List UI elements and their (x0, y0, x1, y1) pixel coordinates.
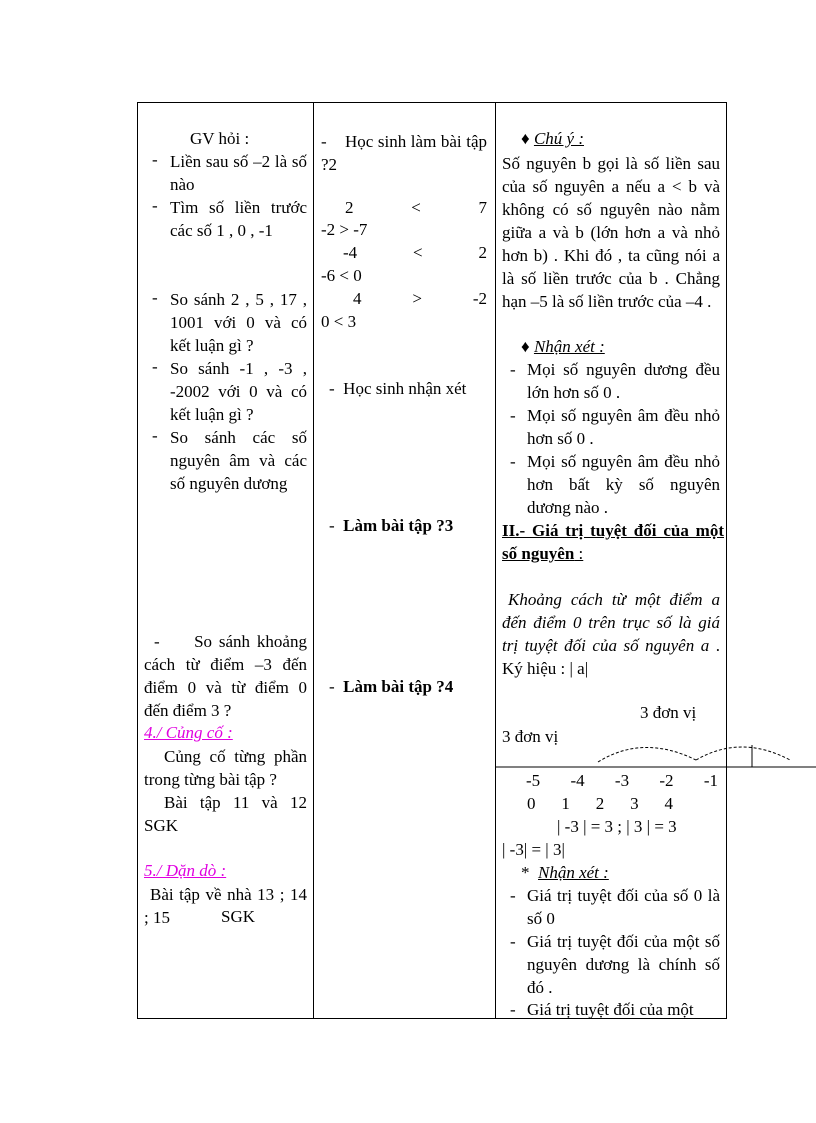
compare-row-2 (321, 242, 487, 264)
axis-label: -3 (614, 771, 630, 790)
column-divider (495, 102, 496, 1019)
compare-row-3 (321, 288, 487, 310)
nhan-xet-3: Mọi số nguyên âm đều nhỏ hơn bất kỳ số nguyên dương nào . (527, 452, 720, 517)
lam-bai-tap-4 (329, 676, 453, 698)
bullet-dash: - (510, 1000, 516, 1019)
chu-y-heading (521, 128, 584, 150)
axis-label: 4 (664, 794, 673, 813)
bt4-text: Làm bài tập ?4 (343, 677, 454, 696)
nhan-xet-2-heading (521, 862, 609, 884)
don-vi-label-1: 3 đơn vị (640, 703, 697, 722)
dan-do-text: Bài tập về nhà 13 ; 14 ; 15 (144, 885, 307, 927)
bullet-dash: - (329, 379, 344, 398)
compare-value: 7 (478, 198, 487, 217)
bullet-dash: - (154, 632, 195, 651)
compare-value: -4 (343, 243, 358, 262)
dan-do-heading: 5./ Dặn dò : (144, 861, 227, 880)
bai-tap-sgk: Bài tập 11 và 12 SGK (144, 793, 307, 835)
ky-hieu: . Ký hiệu : | a| (502, 636, 721, 678)
compare-sign: < (411, 198, 421, 217)
bt3-text: Làm bài tập ?3 (343, 516, 454, 535)
nhan-xet-1: Mọi số nguyên dương đều lớn hơn số 0 . (527, 360, 720, 402)
compare-row-2b: -6 < 0 (321, 266, 362, 285)
section-2-colon: : (574, 544, 584, 563)
question-4: So sánh -1 , -3 , -2002 với 0 và có kết luận gì ? (170, 359, 307, 424)
compare-value: 2 (478, 243, 487, 262)
compare-value: -2 (472, 289, 487, 308)
nhan-xet-4: Giá trị tuyệt đối của số 0 là số 0 (527, 886, 720, 928)
chu-y-label: Chú ý : (533, 129, 584, 148)
axis-negative-labels (526, 770, 718, 792)
compare-sign: > (412, 289, 422, 308)
question-6-text: So sánh khoảng cách từ điểm –3 đến điểm 0 và từ điểm 0 đến điểm 3 ? (144, 632, 307, 720)
definition-text (502, 588, 720, 680)
hs-nhan-xet-text: Học sinh nhận xét (343, 379, 467, 398)
axis-label: 0 (527, 794, 536, 813)
cung-co-text: Củng cố từng phần trong từng bài tập ? (144, 747, 307, 789)
axis-label: -4 (570, 771, 585, 790)
question-3: So sánh 2 , 5 , 17 , 1001 với 0 và có kết luận gì ? (170, 290, 307, 355)
asterisk-icon: * (521, 863, 538, 882)
cung-co-heading: 4./ Củng cố : (144, 723, 233, 742)
nhan-xet-6: Giá trị tuyệt đối của một (527, 1000, 694, 1018)
question-1: Liền sau số –2 là số nào (170, 152, 307, 194)
compare-sign: < (413, 243, 423, 262)
nhan-xet-5: Giá trị tuyệt đối của một số nguyên dương là chính số đó . (527, 932, 720, 997)
bullet-dash: - (152, 426, 158, 445)
bullet-dash: - (510, 886, 516, 905)
bullet-dash: - (329, 516, 344, 535)
axis-label: 1 (561, 794, 570, 813)
hs-nhan-xet (329, 378, 466, 400)
compare-row-1b: -2 > -7 (321, 220, 368, 239)
axis-label: -2 (659, 771, 674, 790)
axis-label: 3 (630, 794, 639, 813)
bullet-dash: - (152, 150, 158, 169)
nhan-xet-heading (521, 336, 605, 358)
question-6 (144, 630, 307, 722)
diamond-icon: ♦ (521, 337, 534, 356)
axis-positive-labels (527, 793, 673, 815)
compare-row-3b: 0 < 3 (321, 312, 357, 331)
axis-label: -1 (703, 771, 718, 790)
compare-value: 4 (353, 289, 362, 308)
dan-do-sgk: SGK (221, 907, 256, 926)
bullet-dash: - (510, 406, 516, 425)
gv-hoi-label: GV hỏi : (190, 129, 250, 148)
compare-row-1 (321, 197, 487, 219)
arc-left (598, 747, 696, 762)
nhan-xet-label: Nhận xét : (533, 337, 605, 356)
axis-label: -5 (526, 771, 541, 790)
section-2-title-text: II.- Giá trị tuyệt đối của một số nguyên (502, 521, 724, 563)
bullet-dash: - (510, 452, 516, 471)
bullet-dash: - (510, 360, 516, 379)
arc-right (696, 747, 790, 760)
bullet-dash: - (321, 132, 345, 151)
question-5: So sánh các số nguyên âm và các số nguyên dương (170, 428, 307, 493)
compare-value: 2 (345, 198, 354, 217)
axis-label: 2 (595, 794, 605, 813)
bullet-dash: - (329, 677, 344, 696)
don-vi-label-2: 3 đơn vị (502, 727, 559, 746)
hs-lam-text: Học sinh làm bài tập ?2 (321, 132, 487, 174)
nhan-xet-2: Mọi số nguyên âm đều nhỏ hơn số 0 . (527, 406, 720, 448)
lam-bai-tap-3 (329, 515, 453, 537)
abs-line-1: | -3 | = 3 ; | 3 | = 3 (557, 817, 677, 836)
hs-lam-bai-tap (321, 130, 487, 176)
column-divider (313, 102, 314, 1019)
diamond-icon: ♦ (521, 129, 534, 148)
nhan-xet-2-label: Nhận xét : (538, 863, 609, 882)
bullet-dash: - (152, 357, 158, 376)
bullet-dash: - (510, 932, 516, 951)
abs-line-2: | -3| = | 3| (502, 840, 565, 859)
definition-italic: Khoảng cách từ một điểm a đến điểm 0 trên trục số là giá trị tuyệt đối của số nguyên a (502, 590, 720, 655)
bullet-dash: - (152, 196, 158, 215)
question-2: Tìm số liền trước các số 1 , 0 , -1 (170, 198, 307, 240)
chu-y-text: Số nguyên b gọi là số liền sau của số nguyên a nếu a < b và không có số nguyên nào nằm giữa a và b (lớn hơn a và nhỏ hơn b) . Khi đó , ta cũng nói a là số liền trước của b . Chẳng hạn –5 là số liền trước của –4 . (502, 154, 720, 311)
section-2-title (502, 519, 724, 565)
bullet-dash: - (152, 288, 158, 307)
